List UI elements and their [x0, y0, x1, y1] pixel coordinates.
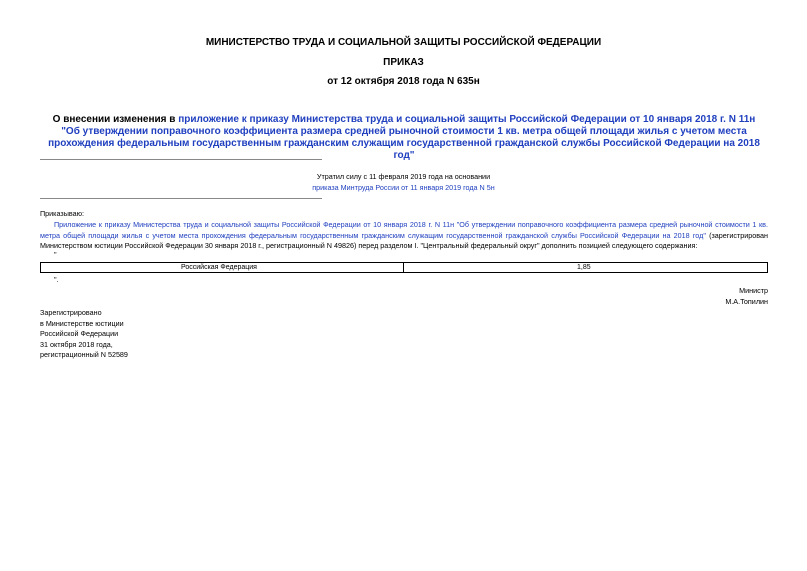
signature-title: Министр: [739, 286, 768, 295]
registration-line: 31 октября 2018 года,: [40, 339, 113, 349]
divider-bottom: [40, 198, 322, 199]
table-divider: [403, 263, 404, 272]
signature-name: М.А.Топилин: [725, 297, 768, 306]
order-word: Приказываю:: [40, 209, 84, 218]
quote-close: ".: [54, 275, 59, 284]
divider-top: [40, 159, 322, 160]
title-prefix: О внесении изменения в: [52, 114, 179, 125]
amendment-link[interactable]: Приложение к приказу Министерства труда и социальной защиты Российской Федерации от 10 января 2018 г. N 11н "Об утверждении поправочного коэффициента размера средней рыночной стоимости 1 кв. метра общей площади жилья с учетом места прохождения федеральным государственным гражданским служащим государственной гражданской службы Российской Федерации на 2018 год": [40, 220, 768, 240]
registration-block: [40, 308, 128, 361]
amendment-text: (зарегистрирован Министерством юстиции Российской Федерации 30 января 2018 г., регистрационный N 49826) перед разделом I. "Центральный федеральный округ" дополнить позицией следующего содержания:: [40, 230, 768, 250]
repeal-link[interactable]: приказа Минтруда России от 11 января 2019 года N 5н: [312, 183, 495, 192]
registration-line: регистрационный N 52589: [40, 350, 128, 359]
table-cell-value: 1,85: [577, 264, 591, 271]
status-line: Утратил силу с 11 февраля 2019 года на основании: [316, 172, 491, 181]
doc-type-heading: ПРИКАЗ: [383, 57, 424, 68]
registration-line: в Министерстве юстиции: [40, 318, 124, 328]
registration-line: Российской Федерации: [40, 329, 119, 338]
table-cell-region: Российская Федерация: [181, 264, 257, 271]
doc-date: от 12 октября 2018 года N 635н: [327, 76, 480, 87]
document-title: [44, 114, 764, 162]
quote-open: ": [54, 250, 57, 259]
title-link[interactable]: приложение к приказу Министерства труда и социальной защиты Российской Федерации от 10 января 2018 г. N 11н "Об утверждении поправочного коэффициента размера средней рыночной стоимости 1 кв. метра общей площади жилья с учетом места прохождения федеральным государственным гражданским служащим государственной гражданской службы Российской Федерации на 2018 год": [48, 114, 760, 161]
amendment-table-row: [40, 262, 768, 273]
amendment-paragraph: [40, 220, 768, 252]
registration-line: Зарегистрировано: [40, 308, 102, 317]
ministry-heading: МИНИСТЕРСТВО ТРУДА И СОЦИАЛЬНОЙ ЗАЩИТЫ РОССИЙСКОЙ ФЕДЕРАЦИИ: [205, 37, 602, 48]
